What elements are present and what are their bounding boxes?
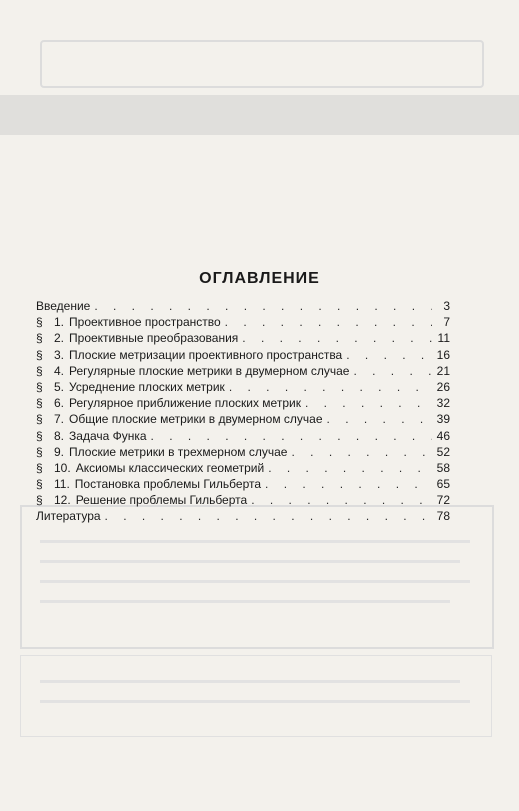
- toc-page-number: 72: [436, 493, 450, 508]
- toc-page-number: 26: [436, 379, 450, 394]
- section-number: 12.: [54, 493, 71, 508]
- leader-dots: [327, 412, 432, 426]
- section-sign: §: [36, 331, 43, 346]
- section-sign: §: [36, 396, 43, 411]
- leader-dots: [346, 348, 432, 362]
- toc-page-number: 65: [436, 477, 450, 492]
- toc-label: Задача Функа: [69, 428, 147, 443]
- toc-label: Аксиомы классических геометрий: [75, 460, 265, 475]
- toc-entry: [36, 509, 450, 525]
- section-number: 8.: [54, 428, 65, 443]
- toc-entry: [36, 380, 450, 396]
- toc-entry: [36, 412, 450, 428]
- toc-label: Решение проблемы Гильберта: [75, 493, 248, 508]
- toc-entry: [36, 315, 450, 331]
- toc-entry: [36, 461, 450, 477]
- section-number: 5.: [54, 379, 65, 394]
- section-sign: §: [36, 460, 43, 475]
- toc-label: Плоские метрики в трехмерном случае: [69, 444, 288, 459]
- toc-label: Проективное пространство: [69, 315, 221, 330]
- toc-page-number: 3: [443, 299, 450, 313]
- bleed-through-header: [40, 40, 484, 88]
- section-sign: §: [36, 477, 43, 492]
- toc-label: Литература: [36, 509, 101, 524]
- leader-dots: [242, 331, 432, 345]
- toc-page-number: 78: [436, 509, 450, 524]
- section-number: 9.: [54, 444, 65, 459]
- section-sign: §: [36, 363, 43, 378]
- toc-page-number: 11: [437, 331, 450, 346]
- bleed-through-line: [40, 680, 460, 683]
- toc-entry: [36, 348, 450, 364]
- toc-entry: [36, 493, 450, 509]
- section-sign: §: [36, 493, 43, 508]
- toc-page-number: 58: [436, 460, 450, 475]
- leader-dots: [229, 380, 432, 394]
- leader-dots: [105, 509, 432, 523]
- bleed-through-bar: [0, 95, 519, 135]
- section-sign: §: [36, 379, 43, 394]
- bleed-through-box: [20, 655, 492, 737]
- toc-label: Проективные преобразования: [69, 331, 239, 346]
- section-number: 2.: [54, 331, 65, 346]
- toc-page-number: 16: [436, 347, 450, 362]
- toc-label: Постановка проблемы Гильберта: [74, 477, 262, 492]
- leader-dots: [94, 299, 432, 313]
- section-number: 4.: [54, 363, 65, 378]
- bleed-through-line: [40, 700, 470, 703]
- bleed-through-line: [40, 540, 470, 543]
- toc-title: ОГЛАВЛЕНИЕ: [199, 270, 320, 287]
- leader-dots: [225, 315, 432, 329]
- section-sign: §: [36, 444, 43, 459]
- leader-dots: [291, 445, 432, 459]
- section-sign: §: [36, 428, 43, 443]
- toc-label: Введение: [36, 299, 91, 313]
- toc-page-number: 46: [436, 428, 450, 443]
- section-sign: §: [36, 347, 43, 362]
- toc-label: Общие плоские метрики в двумерном случае: [69, 412, 323, 427]
- leader-dots: [151, 429, 432, 443]
- leader-dots: [305, 396, 432, 410]
- toc-label: Плоские метризации проективного пространства: [69, 347, 343, 362]
- section-number: 11.: [54, 477, 70, 492]
- bleed-through-line: [40, 560, 460, 563]
- section-number: 10.: [54, 460, 71, 475]
- leader-dots: [251, 493, 432, 507]
- bleed-through-line: [40, 580, 470, 583]
- toc-label: Регулярное приближение плоских метрик: [69, 396, 301, 411]
- table-of-contents: [36, 299, 450, 526]
- section-number: 1.: [54, 315, 65, 330]
- section-sign: §: [36, 412, 43, 427]
- leader-dots: [353, 364, 432, 378]
- toc-page-number: 7: [443, 315, 450, 330]
- section-sign: §: [36, 315, 43, 330]
- section-number: 6.: [54, 396, 65, 411]
- toc-entry: [36, 396, 450, 412]
- toc-entry: [36, 299, 450, 315]
- toc-page-number: 52: [436, 444, 450, 459]
- leader-dots: [268, 461, 432, 475]
- bleed-through-line: [40, 600, 450, 603]
- toc-entry: [36, 429, 450, 445]
- toc-entry: [36, 477, 450, 493]
- toc-page-number: 21: [436, 363, 450, 378]
- bleed-through-box: [20, 505, 494, 649]
- toc-label: Усреднение плоских метрик: [69, 379, 225, 394]
- section-number: 3.: [54, 347, 65, 362]
- leader-dots: [265, 477, 432, 491]
- toc-page-number: 32: [436, 396, 450, 411]
- toc-entry: [36, 445, 450, 461]
- section-number: 7.: [54, 412, 65, 427]
- toc-page-number: 39: [436, 412, 450, 427]
- toc-entry: [36, 331, 450, 347]
- toc-label: Регулярные плоские метрики в двумерном случае: [69, 363, 350, 378]
- toc-entry: [36, 364, 450, 380]
